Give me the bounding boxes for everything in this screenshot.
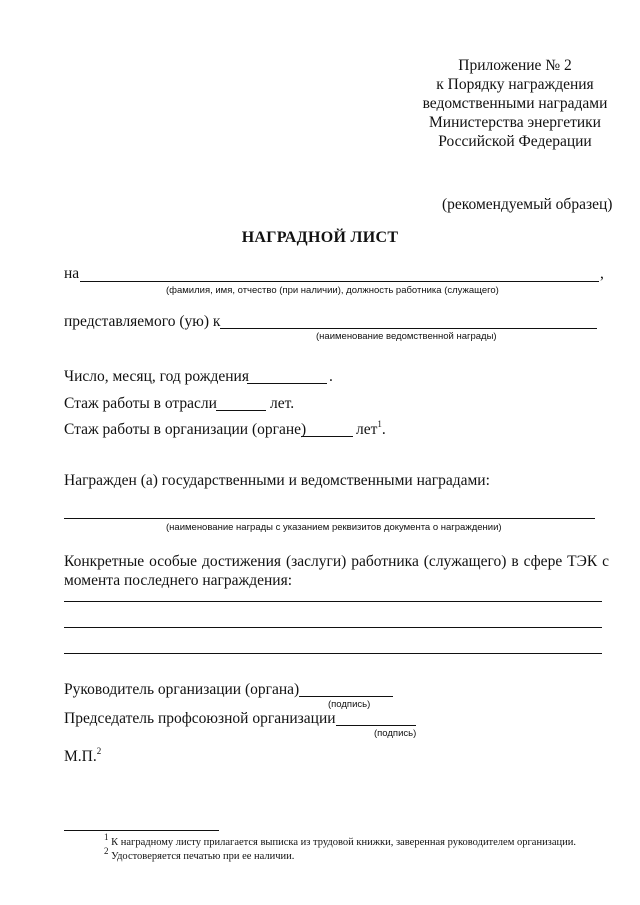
award-field[interactable] xyxy=(220,328,597,329)
footnote-2-ref: 2 xyxy=(96,745,102,756)
head-signature-field[interactable] xyxy=(299,696,393,697)
industry-exp-field[interactable] xyxy=(216,410,266,411)
achievements-text: Конкретные особые достижения (заслуги) работника (служащего) в сфере ТЭК с момента последнего награждения: xyxy=(64,553,609,589)
awarded-label: Награжден (а) государственными и ведомственными наградами: xyxy=(64,472,490,489)
seal-label-group xyxy=(64,745,102,766)
document-title: НАГРАДНОЙ ЛИСТ xyxy=(241,229,399,246)
head-signature-caption: (подпись) xyxy=(328,699,371,710)
awarded-field[interactable] xyxy=(64,518,595,519)
head-signature-label: Руководитель организации (органа) xyxy=(64,681,300,698)
award-caption: (наименование ведомственной награды) xyxy=(316,331,497,342)
footnote-2 xyxy=(104,845,295,864)
footnote-2-mark: 2 xyxy=(104,845,109,856)
achievements-line-2[interactable] xyxy=(64,627,602,628)
org-exp-end: . xyxy=(381,421,386,438)
appendix-line-2: к Порядку награждения xyxy=(436,76,594,93)
footnote-1 xyxy=(104,831,576,850)
appendix-line-4: Министерства энергетики xyxy=(429,114,601,131)
appendix-header xyxy=(420,56,610,151)
appendix-line-1: Приложение № 2 xyxy=(458,57,572,74)
org-exp-suffix: лет xyxy=(356,421,378,438)
birth-label: Число, месяц, год рождения xyxy=(64,368,249,385)
footnote-1-text: К наградному листу прилагается выписка из трудовой книжки, заверенная руководителем организации. xyxy=(111,837,576,848)
nominee-caption: (фамилия, имя, отчество (при наличии), должность работника (служащего) xyxy=(166,285,499,296)
achievements-line-1[interactable] xyxy=(64,601,602,602)
sample-note: (рекомендуемый образец) xyxy=(442,196,613,213)
org-exp-suffix-group xyxy=(356,418,386,439)
org-exp-field[interactable] xyxy=(301,436,353,437)
nominee-field[interactable] xyxy=(80,281,599,282)
footnote-1-ref: 1 xyxy=(377,418,382,429)
awarded-caption: (наименование награды с указанием реквизитов документа о награждении) xyxy=(166,522,502,533)
union-signature-field[interactable] xyxy=(336,725,416,726)
union-signature-label: Председатель профсоюзной организации xyxy=(64,710,336,727)
nominee-suffix: , xyxy=(600,265,604,282)
achievements-line-3[interactable] xyxy=(64,653,602,654)
birth-field[interactable] xyxy=(247,383,327,384)
footnote-separator xyxy=(64,830,219,831)
appendix-line-3: ведомственными наградами xyxy=(422,95,608,112)
footnote-1-mark: 1 xyxy=(104,831,109,842)
birth-suffix: . xyxy=(329,368,333,385)
award-prefix: представляемого (ую) к xyxy=(64,313,221,330)
industry-exp-label: Стаж работы в отрасли xyxy=(64,395,217,412)
org-exp-label: Стаж работы в организации (органе) xyxy=(64,421,307,438)
industry-exp-suffix: лет. xyxy=(270,395,295,412)
footnote-2-text: Удостоверяется печатью при ее наличии. xyxy=(111,851,295,862)
nominee-prefix: на xyxy=(64,265,80,282)
seal-label: М.П. xyxy=(64,748,97,765)
union-signature-caption: (подпись) xyxy=(374,728,417,739)
appendix-line-5: Российской Федерации xyxy=(438,133,592,150)
